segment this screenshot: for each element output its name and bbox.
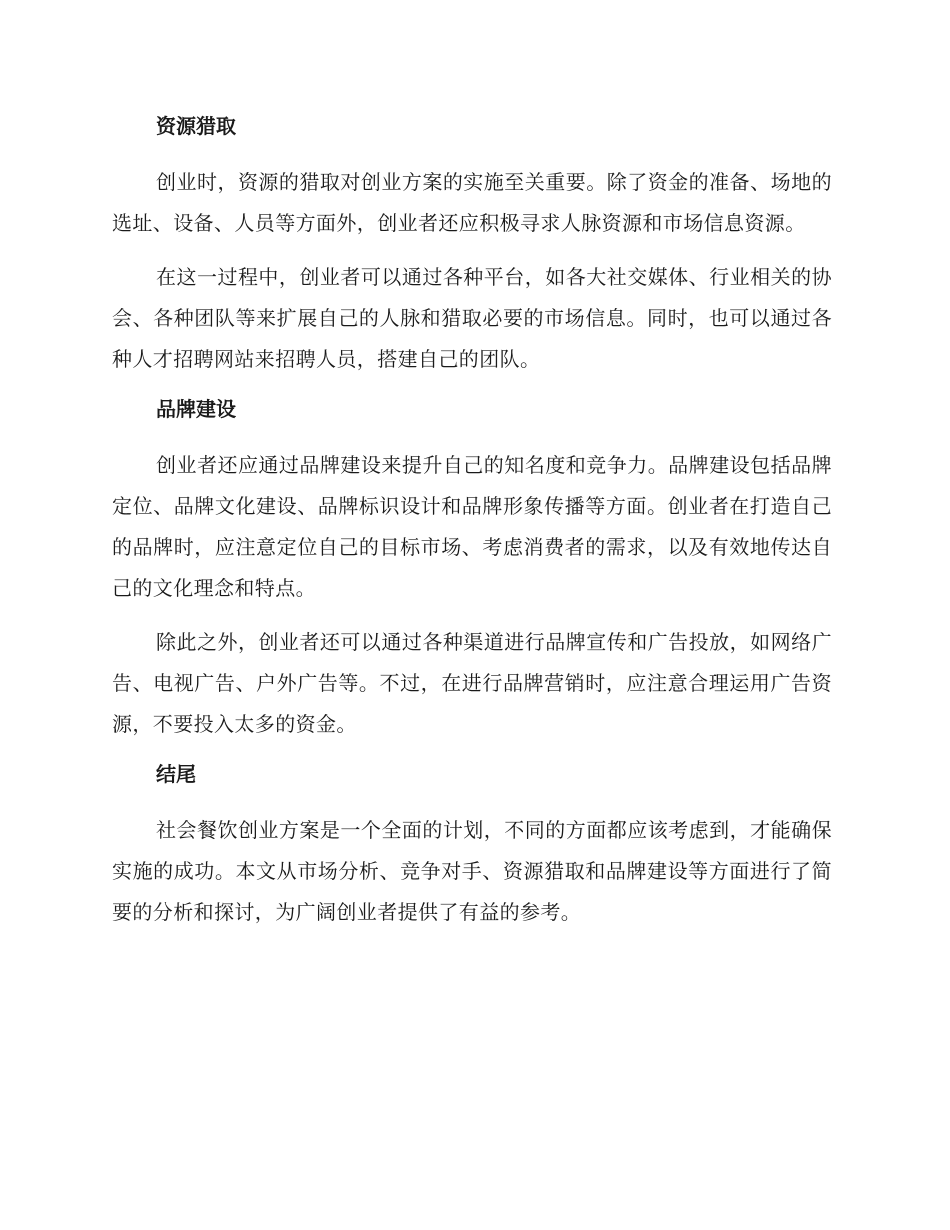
paragraph: 社会餐饮创业方案是一个全面的计划，不同的方面都应该考虑到，才能确保实施的成功。本文从市场分析、竞争对手、资源猎取和品牌建设等方面进行了简要的分析和探讨，为广阔创业者提供了有益的参考。 [112, 818, 832, 924]
section-heading-brand: 品牌建设 [156, 397, 236, 421]
section-heading-conclusion: 结尾 [156, 762, 196, 786]
paragraph: 在这一过程中，创业者可以通过各种平台，如各大社交媒体、行业相关的协会、各种团队等来扩展自己的人脉和猎取必要的市场信息。同时，也可以通过各种人才招聘网站来招聘人员，搭建自己的团队。 [112, 265, 832, 371]
paragraph: 创业者还应通过品牌建设来提升自己的知名度和竞争力。品牌建设包括品牌定位、品牌文化建设、品牌标识设计和品牌形象传播等方面。创业者在打造自己的品牌时，应注意定位自己的目标市场、考虑消费者的需求，以及有效地传达自己的文化理念和特点。 [112, 453, 832, 600]
document-body [112, 110, 832, 946]
paragraph: 创业时，资源的猎取对创业方案的实施至关重要。除了资金的准备、场地的选址、设备、人员等方面外，创业者还应积极寻求人脉资源和市场信息资源。 [112, 170, 832, 235]
paragraph: 除此之外，创业者还可以通过各种渠道进行品牌宣传和广告投放，如网络广告、电视广告、户外广告等。不过，在进行品牌营销时，应注意合理运用广告资源，不要投入太多的资金。 [112, 630, 832, 736]
section-heading-resources: 资源猎取 [156, 114, 236, 138]
